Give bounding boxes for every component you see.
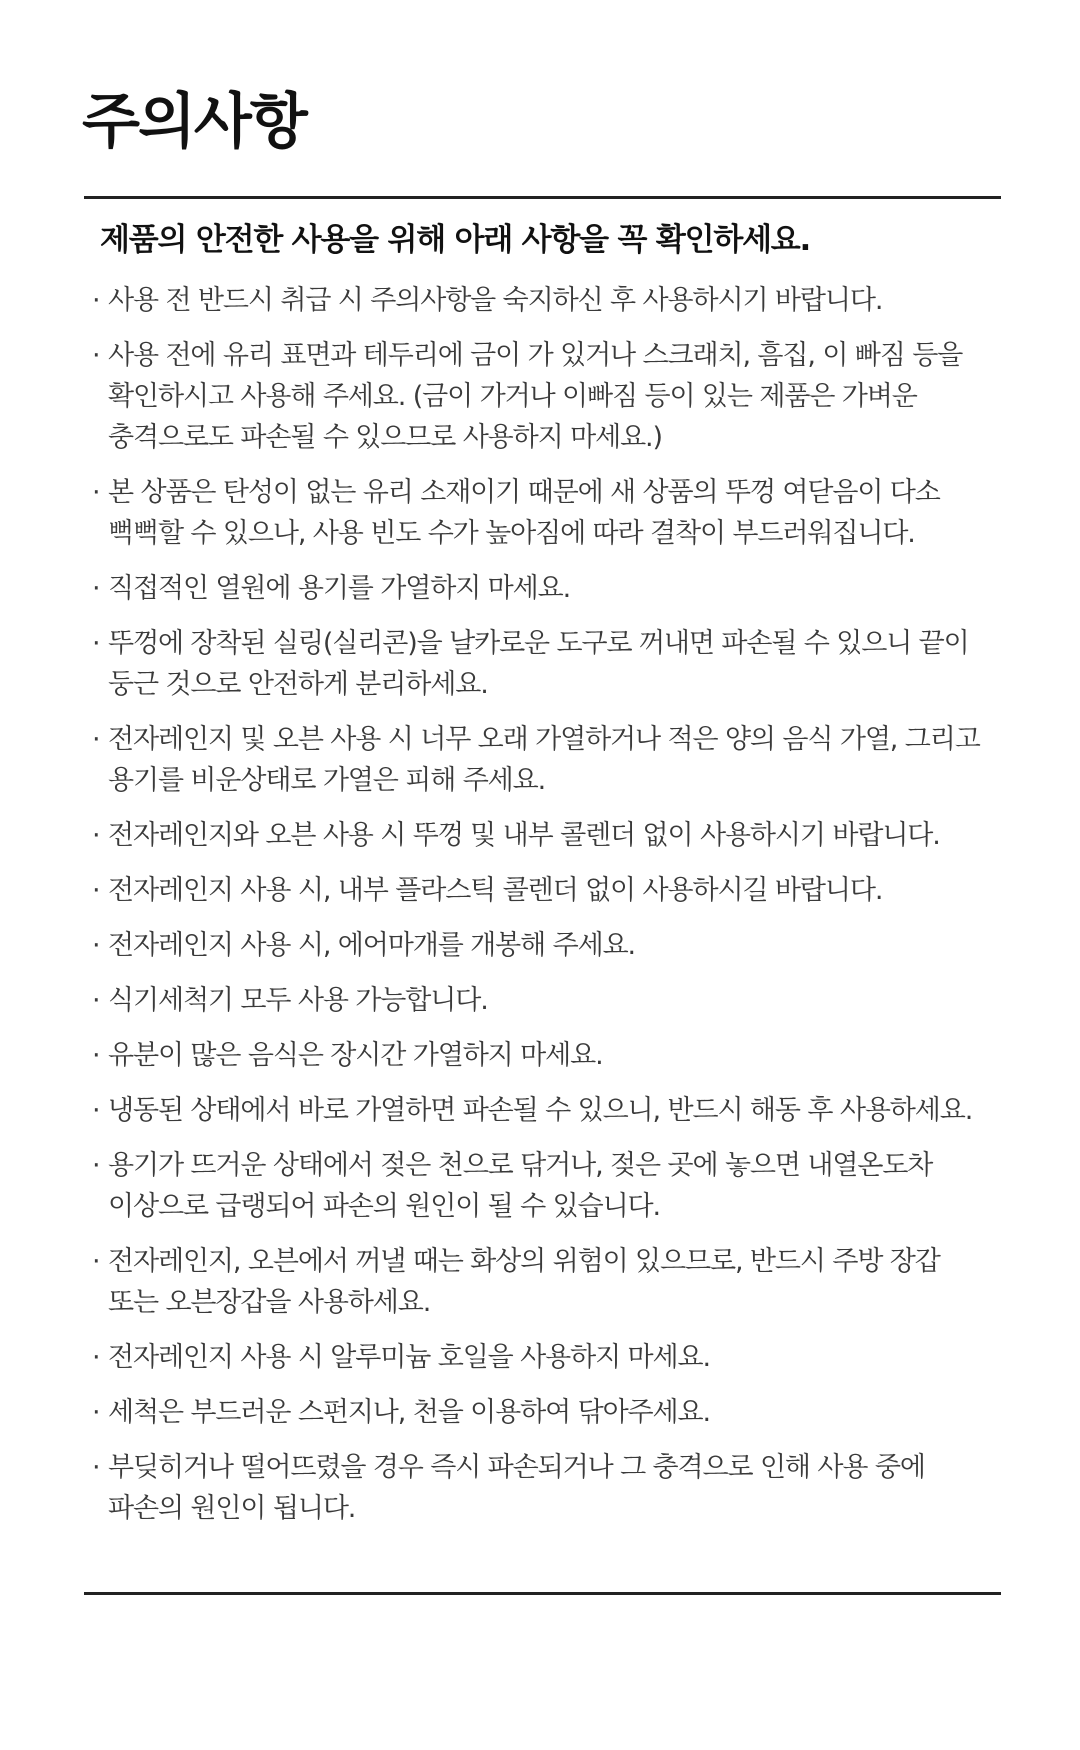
bullet-mark: · [92,628,100,659]
caution-text: 세척은 부드러운 스펀지나, 천을 이용하여 닦아주세요. [108,1397,710,1428]
caution-item [92,870,997,911]
bullet-mark: · [92,573,100,604]
caution-item [92,719,997,801]
caution-text: 뚜껑에 장착된 실링(실리콘)을 날카로운 도구로 꺼내면 파손될 수 있으니 끝이 둥근 것으로 안전하게 분리하세요. [108,628,969,700]
bullet-mark: · [92,930,100,961]
caution-text: 사용 전에 유리 표면과 테두리에 금이 가 있거나 스크래치, 흠집, 이 빠짐 등을 확인하시고 사용해 주세요. (금이 가거나 이빠짐 등이 있는 제품은 가벼운 충격으로도 파손될 수 있으므로 사용하지 마세요.) [108,340,963,453]
caution-text: 유분이 많은 음식은 장시간 가열하지 마세요. [108,1040,603,1071]
caution-item [92,980,997,1021]
bullet-mark: · [92,340,100,371]
bullet-mark: · [92,1150,100,1181]
caution-item [92,1035,997,1076]
caution-item [92,1145,997,1227]
bullet-mark: · [92,1040,100,1071]
caution-item [92,815,997,856]
caution-item [92,925,997,966]
caution-item [92,623,997,705]
bullet-mark: · [92,1246,100,1277]
caution-text: 사용 전 반드시 취급 시 주의사항을 숙지하신 후 사용하시기 바랍니다. [108,285,883,316]
caution-text: 부딪히거나 떨어뜨렸을 경우 즉시 파손되거나 그 충격으로 인해 사용 중에 파손의 원인이 됩니다. [108,1452,925,1524]
caution-text: 전자레인지 사용 시 알루미늄 호일을 사용하지 마세요. [108,1342,710,1373]
caution-item [92,1090,997,1131]
bullet-mark: · [92,1397,100,1428]
bullet-mark: · [92,875,100,906]
caution-list [92,280,997,1543]
bullet-mark: · [92,820,100,851]
caution-item [92,280,997,321]
section-subtitle: 제품의 안전한 사용을 위해 아래 사항을 꼭 확인하세요. [100,222,811,258]
bullet-mark: · [92,285,100,316]
bullet-mark: · [92,724,100,755]
caution-item [92,472,997,554]
bullet-mark: · [92,1095,100,1126]
caution-text: 전자레인지 및 오븐 사용 시 너무 오래 가열하거나 적은 양의 음식 가열, 그리고 용기를 비운상태로 가열은 피해 주세요. [108,724,980,796]
caution-item [92,1241,997,1323]
caution-item [92,335,997,458]
top-divider [84,196,1001,199]
bullet-mark: · [92,1342,100,1373]
caution-item [92,568,997,609]
bullet-mark: · [92,1452,100,1483]
caution-text: 용기가 뜨거운 상태에서 젖은 천으로 닦거나, 젖은 곳에 놓으면 내열온도차 이상으로 급랭되어 파손의 원인이 될 수 있습니다. [108,1150,933,1222]
caution-item [92,1392,997,1433]
caution-item [92,1447,997,1529]
caution-text: 전자레인지와 오븐 사용 시 뚜껑 및 내부 콜렌더 없이 사용하시기 바랍니다. [108,820,940,851]
caution-item [92,1337,997,1378]
caution-text: 전자레인지 사용 시, 에어마개를 개봉해 주세요. [108,930,636,961]
bullet-mark: · [92,985,100,1016]
caution-text: 냉동된 상태에서 바로 가열하면 파손될 수 있으니, 반드시 해동 후 사용하세요. [108,1095,973,1126]
bullet-mark: · [92,477,100,508]
caution-text: 본 상품은 탄성이 없는 유리 소재이기 때문에 새 상품의 뚜껑 여닫음이 다소 뻑뻑할 수 있으나, 사용 빈도 수가 높아짐에 따라 결착이 부드러워집니다. [108,477,940,549]
page-title: 주의사항 [82,87,306,157]
bottom-divider [84,1592,1001,1595]
caution-text: 직접적인 열원에 용기를 가열하지 마세요. [108,573,571,604]
caution-text: 식기세척기 모두 사용 가능합니다. [108,985,488,1016]
caution-text: 전자레인지, 오븐에서 꺼낼 때는 화상의 위험이 있으므로, 반드시 주방 장갑 또는 오븐장갑을 사용하세요. [108,1246,940,1318]
caution-text: 전자레인지 사용 시, 내부 플라스틱 콜렌더 없이 사용하시길 바랍니다. [108,875,883,906]
